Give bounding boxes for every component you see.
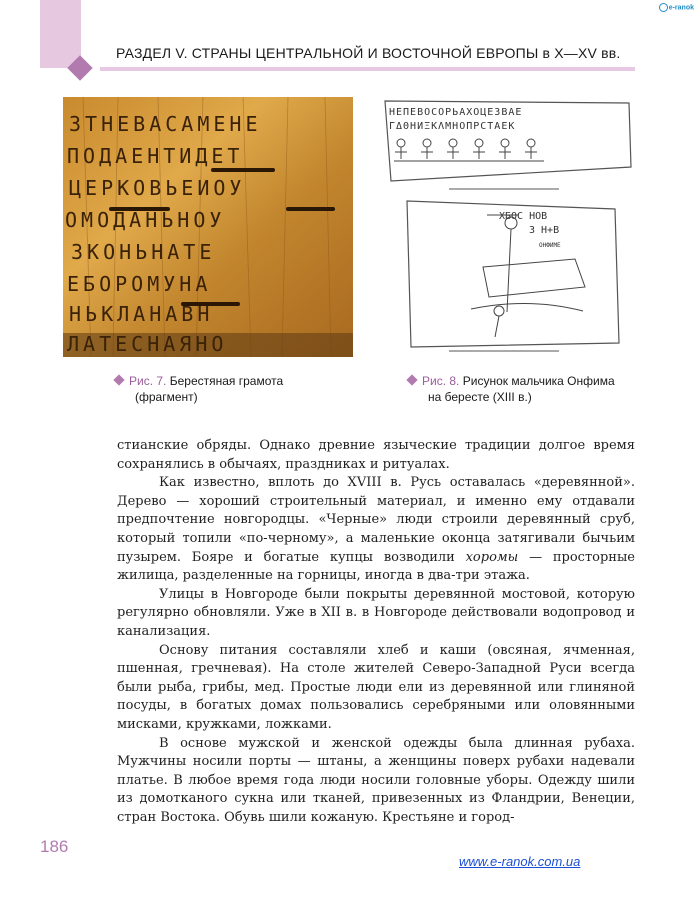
inscription-line-3: ЦЕРКОВЬЕИОУ xyxy=(69,176,246,200)
inscription-line-1: ЗТНЕВАСАМЕНЕ xyxy=(69,112,262,136)
inscription-line-2: ПОДАЕНТИДЕТ xyxy=(67,144,244,168)
birch-bark-photo xyxy=(63,97,353,357)
inscription-line-8: ЛАТЕСНАЯНО xyxy=(67,332,228,356)
logo-text: e-ranok xyxy=(668,4,694,12)
inscription-line-6: ЕБОРОМУНА xyxy=(67,272,212,296)
publisher-logo xyxy=(659,3,694,12)
inscription-line-5: ЗКОНЬНАТЕ xyxy=(71,240,216,264)
inscription-line-7: НЬКЛАНАВН xyxy=(69,302,214,326)
caption-diamond-icon xyxy=(113,374,124,385)
caption-figure-7 xyxy=(115,373,335,405)
caption-label: Рис. 8. xyxy=(422,374,460,388)
term-italic: хоромы xyxy=(465,549,519,565)
caption-text-line-2: (фрагмент) xyxy=(135,390,198,404)
paragraph xyxy=(117,474,635,586)
figure-onfim-drawing xyxy=(379,97,637,357)
caption-label: Рис. 7. xyxy=(129,374,167,388)
caption-figure-8 xyxy=(408,373,648,405)
paragraph: Улицы в Новгороде были покрыты деревянной мостовой, которую регулярно обновляли. Уже в XII в. в Новгороде действовали водопровод и канализация. xyxy=(117,586,635,639)
chapter-tab xyxy=(40,0,81,68)
inscription-line-4: ОМОДАНЬНОУ xyxy=(65,208,226,232)
scroll-text-line-2: ΓΔΘНИΞΚΛΜНОПРСТΑΕΚ xyxy=(389,121,516,132)
onfim-drawing xyxy=(379,97,637,357)
caption-text-line-2: на бересте (XIII в.) xyxy=(428,390,532,404)
paragraph: Основу питания составляли хлеб и каши (овсяная, ячменная, пшенная, гречневая). На столе жителей Северо-Западной Руси всегда были рыба, грибы, мед. Простые люди ели из деревянной или глиняной посуды, в богатых домах пользовались серебряными или оловянными мисками, кружками, ложками. xyxy=(117,642,635,732)
figure-birch-bark-letter xyxy=(63,97,353,357)
paragraph-text-tail: — просторные жилища, разделенные на горницы, иногда в два-три этажа. xyxy=(117,549,636,584)
caption-text-line-1: Рисунок мальчика Онфима xyxy=(462,374,615,388)
logo-ring-icon xyxy=(659,3,668,12)
drawing-text-3: ОНФИМЕ xyxy=(539,242,561,249)
caption-diamond-icon xyxy=(406,374,417,385)
drawing-text-2: 3 Н+В xyxy=(529,225,560,236)
caption-text-line-1: Берестяная грамота xyxy=(169,374,284,388)
page-number: 186 xyxy=(40,837,69,856)
paragraph: стианские обряды. Однако древние языческие традиции долгое время сохранялись в обычаях, праздниках и ритуалах. xyxy=(117,438,635,472)
drawing-text-1: ХБОС НОВ xyxy=(499,211,548,222)
publisher-website-link[interactable]: www.e-ranok.com.ua xyxy=(459,854,581,869)
section-title: РАЗДЕЛ V. СТРАНЫ ЦЕНТРАЛЬНОЙ И ВОСТОЧНОЙ ЕВРОПЫ в X—XV вв. xyxy=(116,45,621,61)
paragraph-text: Как известно, вплоть до XVIII в. Русь оставалась «деревянной». Дерево — хороший строительный материал, и именно ему отдавали предпочтение новгородцы. «Черные» люди строили деревянный сруб, который топили «по-черному», а маленькие оконца затягивали бычьим пузырем. Бояре и богатые купцы возводили xyxy=(117,475,635,565)
header-rule xyxy=(100,67,635,71)
main-text xyxy=(117,437,635,827)
scroll-text-line-1: НЕПЕВОСОРЬАХОЦЕЗВАЕ xyxy=(389,107,523,118)
paragraph: В основе мужской и женской одежды была длинная рубаха. Мужчины носили порты — штаны, а женщины поверх рубахи надевали платье. В любое время года люди носили головные уборы. Одежду шили из домотканого сукна или тканей, привезенных из Фландрии, Венеции, стран Востока. Обувь шили кожаную. Крестьяне и город- xyxy=(117,735,635,825)
